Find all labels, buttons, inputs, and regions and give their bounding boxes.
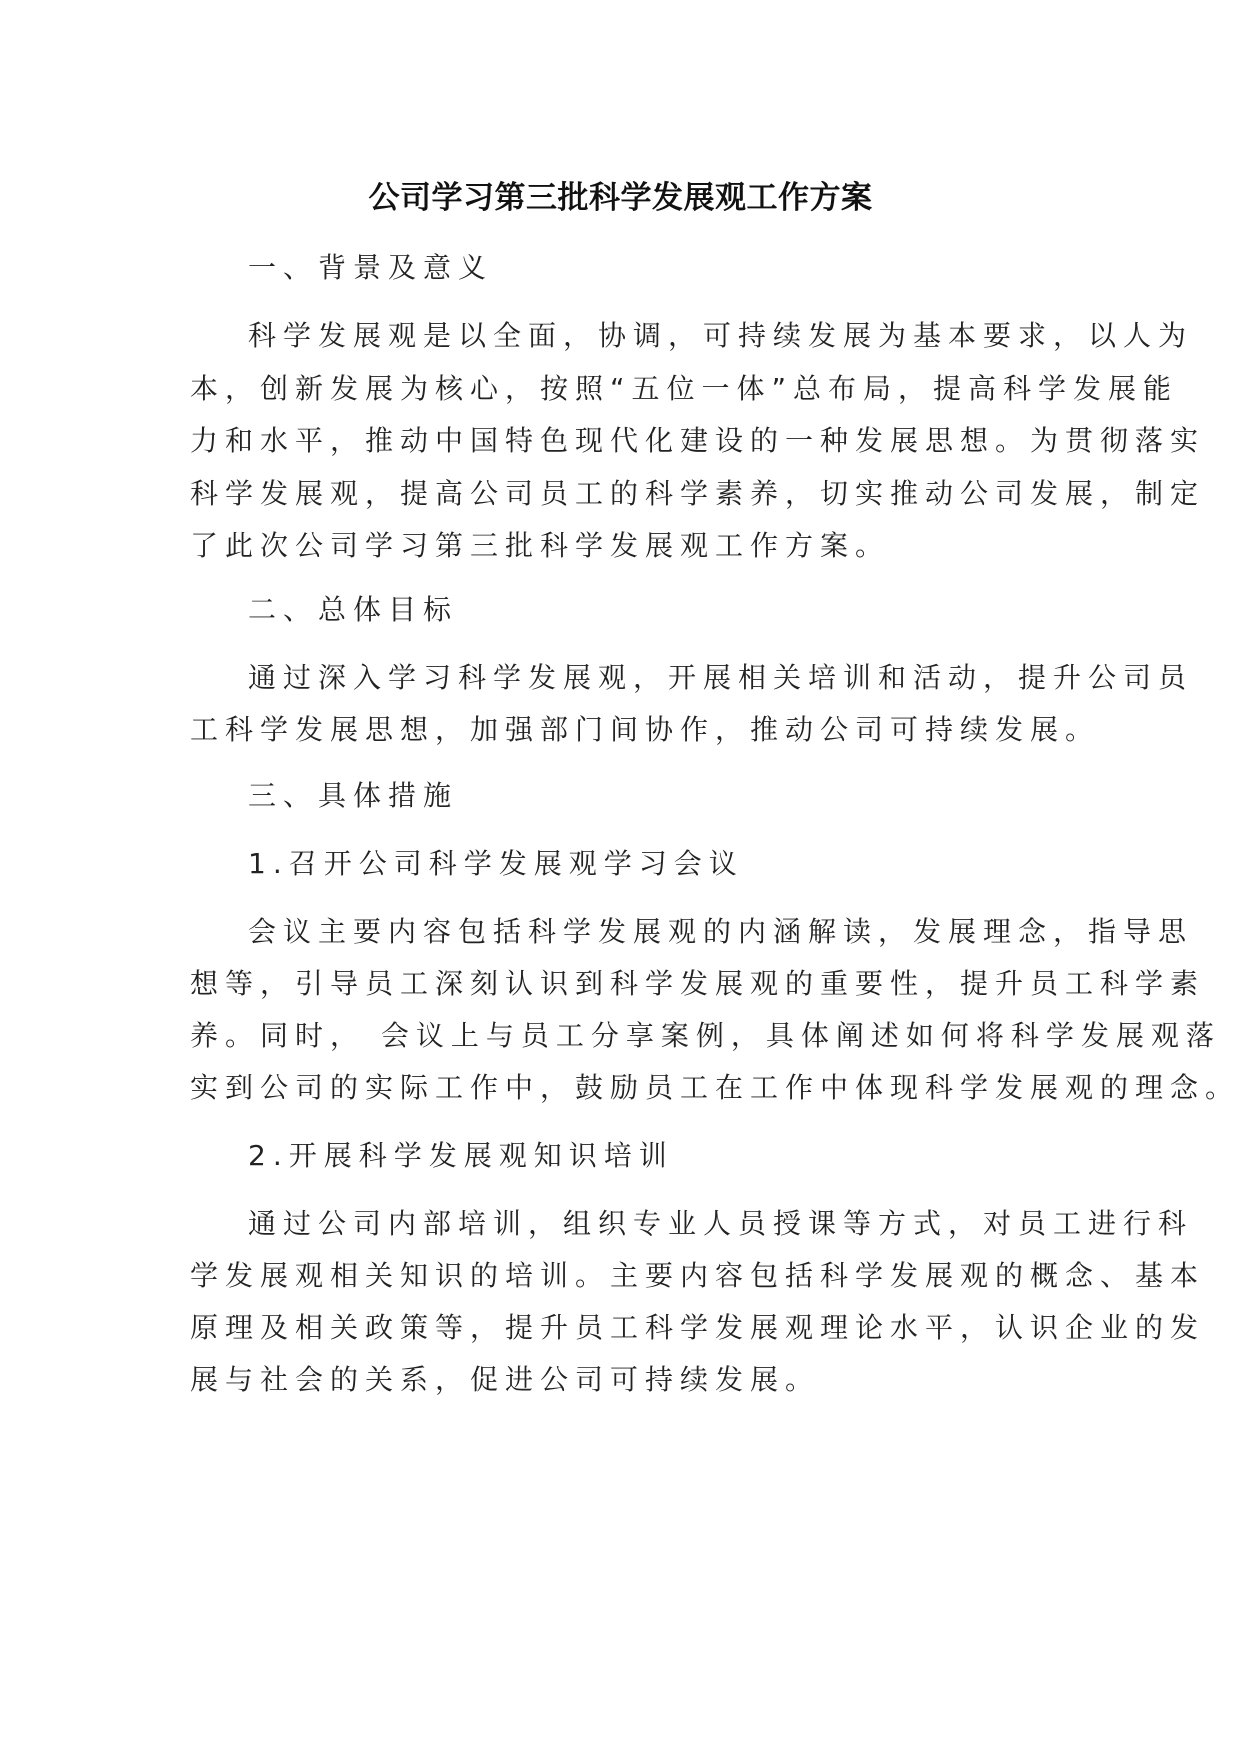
item-1-line: 实到公司的实际工作中，鼓励员工在工作中体现科学发展观的理念。 bbox=[190, 1071, 1241, 1104]
item-1-line: 想等，引导员工深刻认识到科学发展观的重要性，提升员工科学素 bbox=[190, 967, 1206, 1000]
section-2-line: 通过深入学习科学发展观，开展相关培训和活动，提升公司员 bbox=[248, 661, 1194, 694]
item-2-heading: 2.开展科学发展观知识培训 bbox=[248, 1139, 674, 1172]
section-1-line: 了此次公司学习第三批科学发展观工作方案。 bbox=[190, 529, 891, 562]
section-1-line: 力和水平，推动中国特色现代化建设的一种发展思想。为贯彻落实 bbox=[190, 424, 1206, 457]
item-1-heading: 1.召开公司科学发展观学习会议 bbox=[248, 847, 744, 880]
section-3-heading: 三、具体措施 bbox=[248, 779, 459, 812]
item-1-line: 养。同时， 会议上与员工分享案例，具体阐述如何将科学发展观落 bbox=[190, 1019, 1221, 1052]
document-title: 公司学习第三批科学发展观工作方案 bbox=[368, 180, 873, 216]
item-2-line: 原理及相关政策等，提升员工科学发展观理论水平，认识企业的发 bbox=[190, 1311, 1206, 1344]
section-1-heading: 一、背景及意义 bbox=[248, 251, 494, 284]
section-1-line: 科学发展观是以全面，协调，可持续发展为基本要求，以人为 bbox=[248, 319, 1194, 352]
item-1-line: 会议主要内容包括科学发展观的内涵解读，发展理念，指导思 bbox=[248, 915, 1194, 948]
item-2-line: 学发展观相关知识的培训。主要内容包括科学发展观的概念、基本 bbox=[190, 1259, 1206, 1292]
item-2-line: 通过公司内部培训，组织专业人员授课等方式，对员工进行科 bbox=[248, 1207, 1194, 1240]
section-2-line: 工科学发展思想，加强部门间协作，推动公司可持续发展。 bbox=[190, 713, 1101, 746]
item-2-line: 展与社会的关系，促进公司可持续发展。 bbox=[190, 1363, 821, 1396]
section-1-line: 科学发展观，提高公司员工的科学素养，切实推动公司发展，制定 bbox=[190, 477, 1206, 510]
section-2-heading: 二、总体目标 bbox=[248, 593, 459, 626]
section-1-line: 本，创新发展为核心，按照“五位一体”总布局，提高科学发展能 bbox=[190, 372, 1179, 405]
